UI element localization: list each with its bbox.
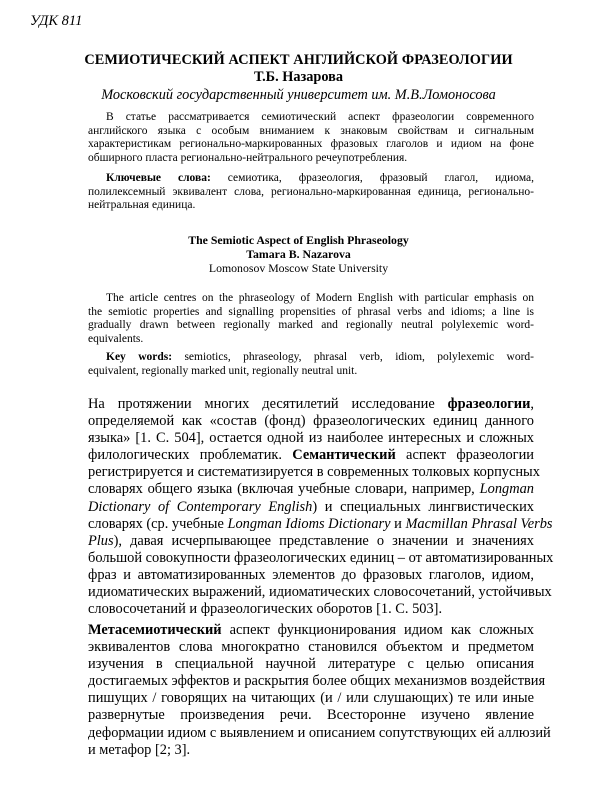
body-text-segment: Longman Idioms Dictionary [227,515,391,532]
body-paragraph-1 [88,396,554,618]
body-line [88,464,540,481]
body-text-segment: языка» [1. С. 504], остается одной из наиболее интересных и сложных [88,430,534,447]
ru-affiliation: Московский государственный университет им. М.В.Ломоносова [101,87,496,103]
body-text-segment: На протяжении многих десятилетий исследование [88,396,448,412]
ru-keywords-line: полилексемный эквивалент слова, регионально-маркированная единица, регионально- [88,185,534,198]
body-paragraph-2 [88,622,551,759]
body-line [88,396,534,413]
body-line [88,481,534,498]
body-line [88,707,534,724]
en-keywords-line: equivalent, regionally marked unit, regionally neutral unit. [88,364,358,377]
ru-abstract-line: характеристикам регионально-маркированных фразовых глаголов и идиом на фоне [88,138,534,150]
en-keywords [88,351,534,378]
ru-abstract [88,111,534,165]
body-text-segment: словарях (ср. учебные [88,515,228,532]
body-line [88,567,534,584]
en-affiliation: Lomonosov Moscow State University [208,261,389,275]
ru-keywords-line: Ключевые слова: семиотика, фразеология, фразовый глагол, идиома, [106,172,534,184]
ru-abstract-line: В статье рассматривается семиотический аспект фразеологии современного [106,111,534,123]
en-abstract [88,292,534,346]
ru-keywords-line: нейтральная единица. [88,199,196,211]
body-line [88,601,534,618]
body-text-segment: достигаемых эффектов и раскрытия более общих механизмов воздействия [88,673,546,690]
body-text-segment: и [390,515,406,532]
body-line [88,724,551,742]
en-abstract-line: The article centres on the phraseology of Modern English with particular emphasis on [106,292,534,304]
body-text-segment: фразеологии [447,396,531,412]
en-abstract-line: gradually drawn between regionally marked and regionally neutral polylexemic word- [88,319,534,331]
body-text-segment: словосочетаний и фразеологических оборотов [1. С. 503]. [88,601,443,618]
body-text-segment: филологических проблематик. [88,447,293,464]
udk-code: УДК 811 [30,13,83,29]
en-keywords-label: Key words: [106,351,173,363]
body-line [88,515,553,533]
ru-abstract-line: английского языка с особым вниманием к знаковым свойствам и сигнальным [88,124,534,137]
body-text-segment: идиоматических выражений, идиоматических словосочетаний, устойчивых [88,584,552,601]
body-line [88,447,534,464]
body-line [88,430,534,447]
ru-keywords [88,172,534,213]
ru-author: Т.Б. Назарова [253,69,344,85]
body-line [88,549,554,567]
body-line [88,690,534,707]
body-text-segment: аспект функционирования идиом как сложных [221,622,534,638]
body-line [88,742,534,759]
body-text-segment: Macmillan Phrasal Verbs [405,515,553,532]
body-line [88,533,534,550]
body-text-segment: и метафор [2; 3]. [88,741,191,758]
body-text-segment: аспект фразеологии [395,447,534,464]
body-text-segment: Plus [88,532,114,549]
body-text-segment: Longman [479,481,534,498]
body-line [88,584,552,601]
body-text-segment: деформации идиом с выявлением и описанием сопутствующих ей аллюзий [88,724,551,741]
en-keywords-line: Key words: semiotics, phraseology, phrasal verb, idiom, polylexemic word- [106,351,534,363]
body-text-segment: словарях общего языка (включая учебные словари, например, [88,481,480,498]
en-abstract-line: equivalents. [88,332,144,345]
en-author: Tamara B. Nazarova [246,247,351,261]
ru-keywords-label: Ключевые слова: [106,172,211,184]
body-text-segment: эквивалентов слова многократно становился объектом и предметом [88,639,534,656]
body-text-segment: Метасемиотический [88,622,222,638]
body-text-segment: изучения в специальной научной литературе с целью описания [88,656,534,673]
body-line [88,413,534,430]
body-text-segment: фраз и автоматизированных элементов до фразовых глаголов, идиом, [88,566,534,583]
body-text-segment: Семантический [292,447,396,464]
en-abstract-line: the semiotic properties and signalling propensities of phrasal verbs and idioms; a line is [88,305,534,318]
body-text-segment: Dictionary of Contemporary English [88,498,313,515]
body-line [88,499,534,516]
body-text-segment: ), давая исчерпывающее представление о значении и значениях [113,532,534,549]
body-line [88,656,534,673]
body-text-segment: большой совокупности фразеологических единиц – от автоматизированных [88,549,554,566]
body-text-segment: , [530,396,534,412]
body-line [88,673,546,690]
en-title: The Semiotic Aspect of English Phraseology [188,233,409,247]
body-text-segment: развернутые произведения речи. Всесторонне изучено явление [88,707,534,724]
body-text-segment: регистрируется и систематизируется в современных толковых корпусных [88,464,540,481]
body-line [88,622,534,639]
body-text-segment: пишущих / говорящих на читающих (и / или слушающих) те или иные [88,690,534,707]
body-text-segment: определяемой как «состав (фонд) фразеологических единиц данного [88,413,534,430]
body-line [88,639,534,656]
ru-abstract-line: обширного пласта регионально-нейтрального речеупотребления. [88,151,408,164]
ru-title: СЕМИОТИЧЕСКИЙ АСПЕКТ АНГЛИЙСКОЙ ФРАЗЕОЛОГИИ [84,52,513,68]
body-text-segment: ) и специальных лингвистических [312,498,535,515]
